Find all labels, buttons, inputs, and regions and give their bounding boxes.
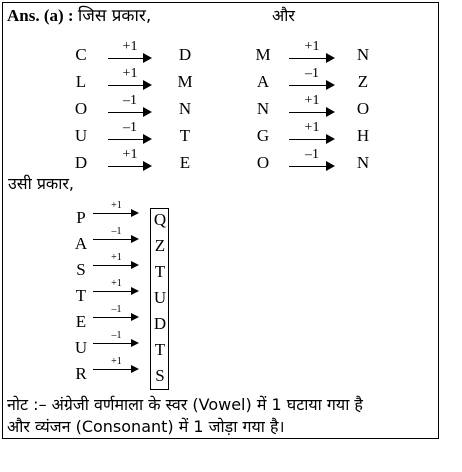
cloud-arrow-head <box>143 161 152 171</box>
mango-operation-label: +1 <box>304 93 320 108</box>
cloud-source-letter: L <box>75 72 87 91</box>
cloud-arrow <box>108 149 152 171</box>
cloud-arrow-head <box>143 53 152 63</box>
mango-arrow-line <box>289 58 331 59</box>
mango-arrow <box>289 68 335 90</box>
cloud-result-letter: T <box>179 126 191 145</box>
mango-arrow-line <box>289 166 331 167</box>
paste-arrow <box>93 200 140 226</box>
paste-arrow-line <box>93 369 136 370</box>
mango-arrow <box>289 149 335 171</box>
paste-operation-label: +1 <box>111 278 122 289</box>
cloud-result-letter: M <box>177 72 193 91</box>
cloud-arrow-head <box>143 134 152 144</box>
mango-source-letter: O <box>256 153 270 172</box>
paste-source-letter: P <box>76 208 86 227</box>
paste-arrow-head <box>131 313 139 321</box>
paste-result-letter: T <box>154 262 166 281</box>
cloud-result-letter: E <box>179 153 191 172</box>
mango-arrow-head <box>326 134 335 144</box>
cloud-arrow-line <box>108 139 148 140</box>
paste-operation-label: +1 <box>111 200 122 211</box>
paste-source-letter: S <box>76 260 86 279</box>
paste-operation-label: +1 <box>111 356 122 367</box>
cloud-arrow-line <box>108 166 148 167</box>
paste-operation-label: –1 <box>111 226 122 237</box>
cloud-operation-label: –1 <box>123 120 137 135</box>
paste-arrow-line <box>93 265 136 266</box>
paste-source-letter: E <box>75 312 87 331</box>
and-word: और <box>272 6 295 25</box>
paste-operation-label: +1 <box>111 252 122 263</box>
mango-result-letter: H <box>356 126 370 145</box>
note-line-2: और व्यंजन (Consonant) में 1 जोड़ा गया है। <box>7 417 285 436</box>
mango-result-letter: O <box>356 99 370 118</box>
paste-result-letter: Z <box>154 236 166 255</box>
mango-arrow <box>289 122 335 144</box>
paste-source-letter: T <box>75 286 87 305</box>
cloud-source-letter: D <box>74 153 88 172</box>
cloud-arrow <box>108 95 152 117</box>
mango-source-letter: M <box>255 45 271 64</box>
paste-arrow-head <box>131 365 139 373</box>
paste-source-letter: R <box>75 364 87 383</box>
intro-text: जिस प्रकार, <box>77 6 152 26</box>
mango-arrow-line <box>289 139 331 140</box>
paste-arrow <box>93 252 140 278</box>
mango-operation-label: +1 <box>304 120 320 135</box>
mango-arrow-head <box>326 53 335 63</box>
mango-source-letter: G <box>256 126 270 145</box>
mango-operation-label: –1 <box>305 66 319 81</box>
answer-label: Ans. (a) : <box>7 6 74 25</box>
result-box <box>150 208 169 390</box>
answer-box <box>2 2 439 439</box>
paste-arrow <box>93 278 140 304</box>
cloud-operation-label: +1 <box>122 147 138 162</box>
cloud-arrow-line <box>108 85 148 86</box>
cloud-arrow <box>108 122 152 144</box>
paste-arrow-head <box>131 339 139 347</box>
paste-arrow-line <box>93 317 136 318</box>
mango-result-letter: Z <box>357 72 369 91</box>
cloud-operation-label: +1 <box>122 66 138 81</box>
mango-operation-label: +1 <box>304 39 320 54</box>
paste-arrow <box>93 226 140 252</box>
paste-arrow <box>93 304 140 330</box>
mango-arrow-head <box>326 161 335 171</box>
paste-arrow-line <box>93 239 136 240</box>
cloud-source-letter: U <box>74 126 88 145</box>
cloud-result-letter: D <box>178 45 192 64</box>
cloud-arrow-head <box>143 107 152 117</box>
paste-result-letter: D <box>153 314 167 333</box>
cloud-result-letter: N <box>178 99 192 118</box>
mango-arrow <box>289 95 335 117</box>
mango-arrow <box>289 41 335 63</box>
cloud-operation-label: –1 <box>123 93 137 108</box>
paste-arrow <box>93 330 140 356</box>
mango-arrow-head <box>326 80 335 90</box>
paste-arrow <box>93 356 140 382</box>
mango-result-letter: N <box>356 45 370 64</box>
paste-operation-label: –1 <box>111 330 122 341</box>
paste-arrow-head <box>131 287 139 295</box>
paste-result-letter: U <box>153 288 167 307</box>
cloud-arrow-head <box>143 80 152 90</box>
cloud-arrow <box>108 41 152 63</box>
paste-result-letter: Q <box>153 210 167 229</box>
cloud-source-letter: C <box>75 45 87 64</box>
paste-arrow-head <box>131 261 139 269</box>
paste-operation-label: –1 <box>111 304 122 315</box>
cloud-arrow-line <box>108 112 148 113</box>
cloud-arrow <box>108 68 152 90</box>
mango-arrow-line <box>289 85 331 86</box>
paste-arrow-line <box>93 291 136 292</box>
mango-operation-label: –1 <box>305 147 319 162</box>
cloud-source-letter: O <box>74 99 88 118</box>
cloud-operation-label: +1 <box>122 39 138 54</box>
paste-source-letter: U <box>74 338 88 357</box>
mango-result-letter: N <box>356 153 370 172</box>
paste-arrow-line <box>93 213 136 214</box>
note-line-1: नोट :– अंग्रेजी वर्णमाला के स्वर (Vowel) में 1 घटाया गया है <box>7 395 363 414</box>
answer-heading <box>7 3 151 26</box>
paste-arrow-line <box>93 343 136 344</box>
paste-result-letter: S <box>155 366 165 385</box>
mango-arrow-line <box>289 112 331 113</box>
paste-result-letter: T <box>154 340 166 359</box>
cloud-arrow-line <box>108 58 148 59</box>
paste-arrow-head <box>131 209 139 217</box>
mango-arrow-head <box>326 107 335 117</box>
mango-source-letter: A <box>256 72 270 91</box>
paste-arrow-head <box>131 235 139 243</box>
paste-source-letter: A <box>74 234 88 253</box>
mango-source-letter: N <box>256 99 270 118</box>
same-way-text: उसी प्रकार, <box>8 174 74 193</box>
